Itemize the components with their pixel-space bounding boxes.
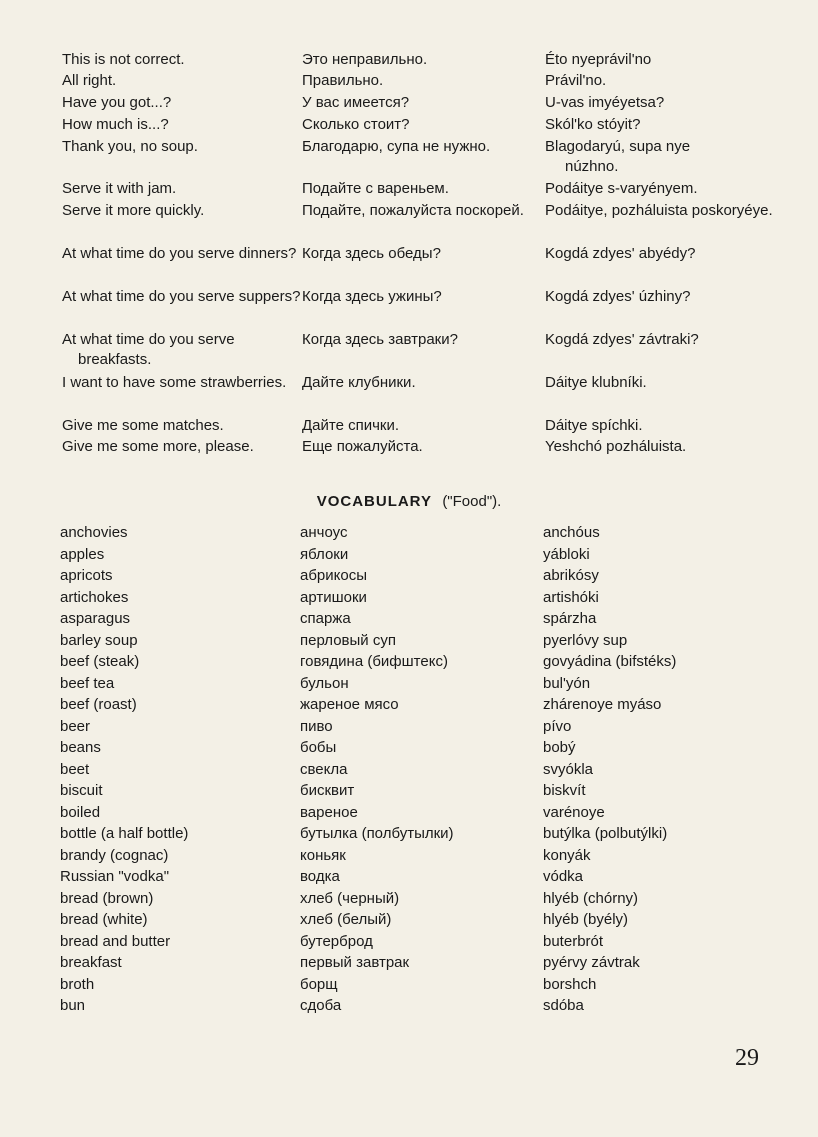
phrase-russian: Благодарю, супа не нужно.	[302, 138, 491, 155]
phrase-english: How much is...?	[62, 116, 169, 133]
vocab-row	[0, 651, 818, 672]
vocab-english: asparagus	[60, 610, 131, 627]
vocab-transliteration: pyérvy závtrak	[543, 954, 640, 971]
vocab-russian: бульон	[300, 674, 349, 692]
phrase-russian: Это неправильно.	[302, 51, 428, 68]
vocab-row	[0, 823, 818, 844]
vocab-english: bun	[60, 997, 86, 1014]
vocab-english: anchovies	[60, 524, 128, 541]
phrase-russian: Дайте клубники.	[302, 374, 416, 391]
vocab-row	[0, 888, 818, 909]
vocab-english: beef tea	[60, 674, 115, 692]
page-number: 29	[735, 1045, 759, 1071]
vocab-russian: пиво	[300, 717, 333, 735]
vocab-russian: хлеб (белый)	[300, 911, 392, 928]
vocab-russian: бисквит	[300, 782, 355, 799]
vocab-russian: бутылка (полбутылки)	[300, 825, 454, 842]
phrase-russian: Когда здесь ужины?	[302, 288, 442, 305]
vocab-row	[0, 716, 818, 737]
phrase-english: Serve it with jam.	[62, 180, 177, 197]
phrase-transliteration: Éto nyeprávil'no	[545, 51, 652, 68]
vocab-row	[0, 952, 818, 973]
vocab-row	[0, 522, 818, 543]
vocab-row	[0, 673, 818, 694]
vocab-russian: жареное мясо	[300, 696, 399, 713]
phrase-transliteration: Podáitye s-varyényem.	[545, 180, 698, 197]
vocab-english: artichokes	[60, 588, 129, 606]
vocab-transliteration: borshch	[543, 975, 597, 993]
vocab-english: beet	[60, 760, 90, 778]
vocab-row	[0, 694, 818, 715]
vocab-russian: анчоус	[300, 524, 348, 541]
vocab-row	[0, 565, 818, 586]
vocab-russian: сдоба	[300, 997, 342, 1014]
vocab-russian: перловый суп	[300, 631, 396, 649]
vocab-english: beer	[60, 717, 91, 735]
vocab-transliteration: pyerlóvy sup	[543, 631, 628, 649]
phrase-russian: Еще пожалуйста.	[302, 438, 423, 455]
phrase-english: I want to have some strawberries.	[62, 374, 287, 391]
vocab-transliteration: zhárenoye myáso	[543, 696, 662, 713]
vocab-english: bread (brown)	[60, 889, 154, 907]
vocab-row	[0, 587, 818, 608]
vocab-transliteration: varénoye	[543, 803, 605, 821]
phrase-transliteration: Blagodaryú, supa nye núzhno.	[545, 138, 691, 175]
vocab-russian: абрикосы	[300, 567, 368, 584]
vocab-transliteration: butýlka (polbutýlki)	[543, 825, 668, 842]
phrase-transliteration: Dáitye spíchki.	[545, 417, 643, 434]
vocab-russian: борщ	[300, 975, 338, 993]
vocab-english: beef (roast)	[60, 696, 137, 713]
phrase-english: Thank you, no soup.	[62, 138, 198, 155]
phrase-russian: Подайте, пожалуйста поскорей.	[302, 202, 524, 219]
vocab-transliteration: anchóus	[543, 524, 600, 541]
vocab-english: apples	[60, 545, 105, 563]
vocab-transliteration: hlyéb (chórny)	[543, 889, 639, 907]
vocab-row	[0, 866, 818, 887]
vocab-russian: спаржа	[300, 610, 351, 627]
vocab-transliteration: biskvít	[543, 782, 586, 799]
vocab-transliteration: svyókla	[543, 760, 594, 778]
vocab-russian: бобы	[300, 739, 337, 756]
phrase-transliteration: Kogdá zdyes' závtraki?	[545, 331, 699, 348]
vocab-english: beef (steak)	[60, 653, 140, 670]
vocab-row	[0, 845, 818, 866]
vocab-russian: свекла	[300, 760, 348, 778]
vocab-transliteration: vódka	[543, 868, 584, 885]
vocab-row	[0, 608, 818, 629]
vocab-russian: вареное	[300, 803, 358, 821]
vocab-english: broth	[60, 975, 95, 993]
vocab-english: bread (white)	[60, 911, 148, 928]
phrase-russian: Когда здесь завтраки?	[302, 331, 458, 348]
phrase-transliteration: Kogdá zdyes' abyédy?	[545, 245, 696, 262]
phrase-transliteration: Kogdá zdyes' úzhiny?	[545, 288, 691, 305]
vocab-russian: водка	[300, 868, 340, 885]
vocab-row	[0, 737, 818, 758]
vocab-transliteration: spárzha	[543, 610, 597, 627]
phrase-russian: Дайте спички.	[302, 417, 400, 434]
vocab-english: boiled	[60, 803, 101, 821]
vocab-russian: яблоки	[300, 545, 349, 563]
vocab-english: bottle (a half bottle)	[60, 825, 189, 842]
vocab-row	[0, 802, 818, 823]
vocab-english: barley soup	[60, 631, 138, 649]
phrase-english: At what time do you serve breakfasts.	[62, 331, 235, 368]
vocab-english: biscuit	[60, 782, 103, 799]
vocab-row	[0, 780, 818, 801]
vocab-english: Russian "vodka"	[60, 868, 170, 885]
phrase-transliteration: Skól'ko stóyit?	[545, 116, 641, 133]
vocab-row	[0, 759, 818, 780]
vocab-english: bread and butter	[60, 932, 171, 950]
phrase-english: At what time do you serve suppers?	[62, 288, 301, 305]
phrase-russian: У вас имеется?	[302, 94, 410, 111]
vocab-english: brandy (cognac)	[60, 846, 169, 864]
vocab-transliteration: yábloki	[543, 545, 590, 563]
phrase-english: Serve it more quickly.	[62, 202, 205, 219]
phrase-transliteration: Podáitye, pozháluista poskoryéye.	[545, 202, 773, 219]
vocab-row	[0, 630, 818, 651]
vocab-transliteration: abrikósy	[543, 567, 599, 584]
phrase-english: Have you got...?	[62, 94, 172, 111]
vocabulary-subtitle: ("Food").	[442, 493, 502, 510]
phrase-russian: Правильно.	[302, 72, 384, 89]
phrase-transliteration: Yeshchó pozháluista.	[545, 438, 687, 455]
vocab-russian: артишоки	[300, 588, 367, 606]
phrase-russian: Когда здесь обеды?	[302, 245, 441, 262]
vocab-transliteration: sdóba	[543, 997, 584, 1014]
phrase-english: All right.	[62, 72, 117, 89]
vocab-row	[0, 544, 818, 565]
vocab-russian: говядина (бифштекс)	[300, 653, 448, 670]
vocab-transliteration: bobý	[543, 739, 576, 756]
vocab-english: beans	[60, 739, 101, 756]
phrase-russian: Подайте с вареньем.	[302, 180, 449, 197]
vocabulary-heading	[0, 493, 818, 510]
vocab-english: breakfast	[60, 954, 122, 971]
vocab-row	[0, 995, 818, 1016]
vocab-russian: коньяк	[300, 846, 346, 864]
phrase-transliteration: Právil'no.	[545, 72, 607, 89]
phrase-english: This is not correct.	[62, 51, 185, 68]
vocab-russian: бутерброд	[300, 932, 373, 950]
vocab-transliteration: pívo	[543, 717, 572, 735]
vocab-row	[0, 909, 818, 930]
phrase-english: Give me some matches.	[62, 417, 224, 434]
vocab-transliteration: konyák	[543, 846, 591, 864]
phrase-transliteration: U-vas imyéyetsa?	[545, 94, 665, 111]
vocab-transliteration: hlyéb (byély)	[543, 911, 629, 928]
vocab-english: apricots	[60, 567, 113, 584]
phrase-english: At what time do you serve dinners?	[62, 245, 297, 262]
phrase-russian: Сколько стоит?	[302, 116, 410, 133]
vocab-russian: хлеб (черный)	[300, 889, 400, 907]
vocab-transliteration: govyádina (bifstéks)	[543, 653, 677, 670]
vocabulary-title: VOCABULARY	[316, 493, 432, 510]
vocab-russian: первый завтрак	[300, 954, 410, 971]
phrase-transliteration: Dáitye klubníki.	[545, 374, 647, 391]
vocab-transliteration: bul'yón	[543, 674, 591, 692]
vocab-transliteration: buterbrót	[543, 932, 604, 950]
vocab-row	[0, 974, 818, 995]
vocab-transliteration: artishóki	[543, 588, 599, 606]
vocab-row	[0, 931, 818, 952]
phrase-english: Give me some more, please.	[62, 438, 254, 455]
